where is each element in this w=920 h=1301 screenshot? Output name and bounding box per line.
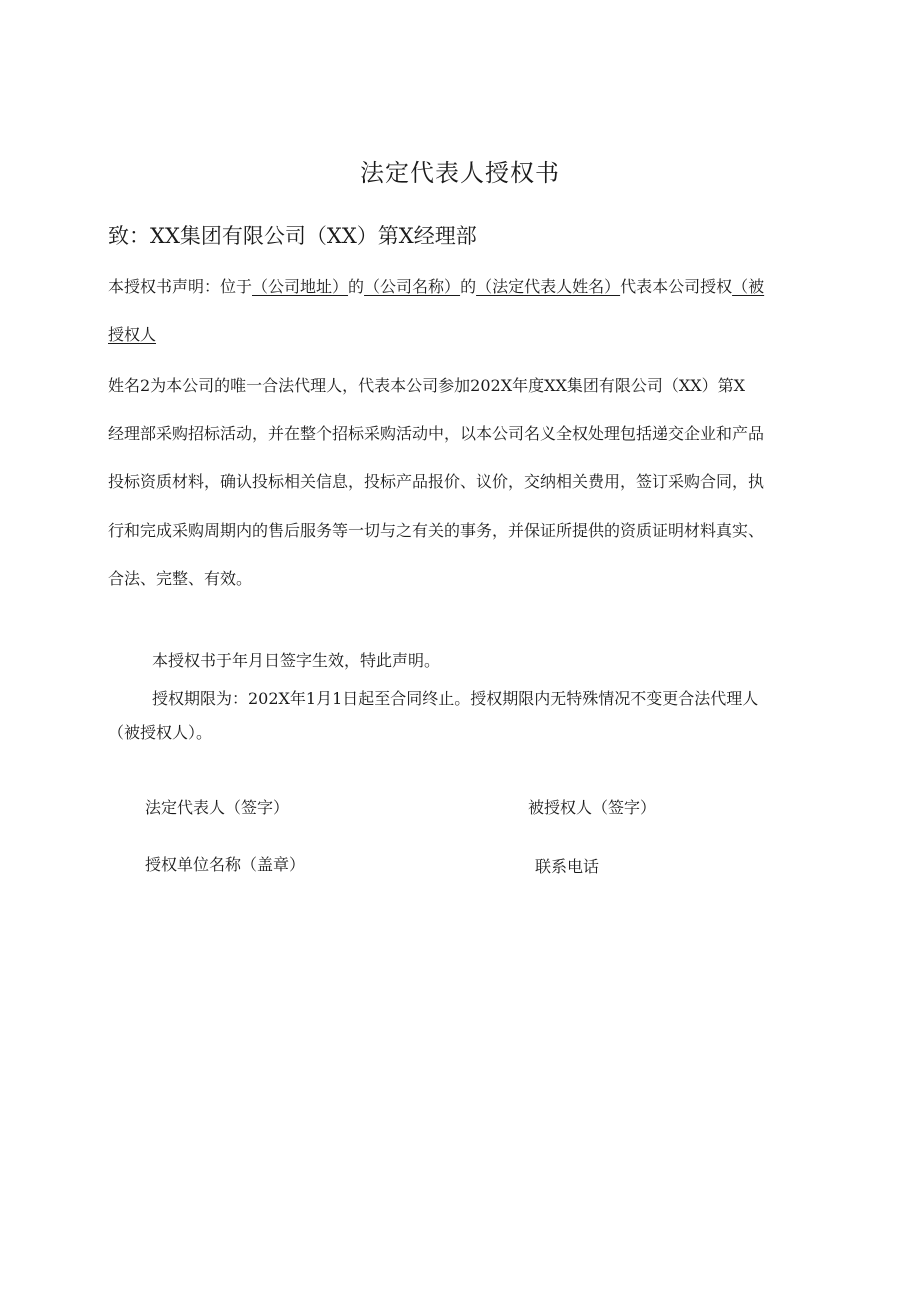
- body-line: 行和完成采购周期内的售后服务等一切与之有关的事务，并保证所提供的资质证明材料真实、: [108, 521, 765, 540]
- authorized-person-blank-part1: （被: [732, 277, 765, 296]
- declaration-of-2: 的: [460, 277, 477, 296]
- document-title: 法定代表人授权书: [360, 159, 560, 187]
- declaration-continuation: [108, 322, 156, 345]
- declaration-middle: 代表本公司授权: [620, 277, 733, 296]
- body-line: 投标资质材料，确认投标相关信息，投标产品报价、议价，交纳相关费用，签订采购合同，执: [108, 472, 765, 491]
- body-line: 合法、完整、有效。: [108, 569, 253, 588]
- recipient-line: 致：XX集团有限公司（XX）第X经理部: [108, 224, 477, 248]
- declaration-line: [108, 274, 764, 297]
- authorization-period: 授权期限为：202X年1月1日起至合同终止。授权期限内无特殊情况不变更合法代理人: [152, 689, 759, 708]
- legal-rep-name-blank: （法定代表人姓名）: [476, 277, 621, 296]
- authorized-person-blank-part2: 授权人: [108, 325, 157, 344]
- declaration-of-1: 的: [348, 277, 365, 296]
- unit-seal-label: 授权单位名称（盖章）: [145, 855, 306, 874]
- effective-statement: 本授权书于年月日签字生效，特此声明。: [152, 651, 441, 670]
- declaration-prefix: 本授权书声明：位于: [108, 277, 253, 296]
- body-line: 姓名2为本公司的唯一合法代理人，代表本公司参加202X年度XX集团有限公司（XX）第X: [108, 376, 746, 395]
- contact-phone-label: 联系电话: [535, 857, 600, 876]
- authorized-signature-label: 被授权人（签字）: [528, 798, 657, 817]
- authorization-period-continuation: （被授权人）。: [108, 723, 213, 742]
- legal-rep-signature-label: 法定代表人（签字）: [145, 798, 290, 817]
- company-name-blank: （公司名称）: [364, 277, 461, 296]
- company-address-blank: （公司地址）: [252, 277, 349, 296]
- body-line: 经理部采购招标活动，并在整个招标采购活动中，以本公司名义全权处理包括递交企业和产品: [108, 424, 765, 443]
